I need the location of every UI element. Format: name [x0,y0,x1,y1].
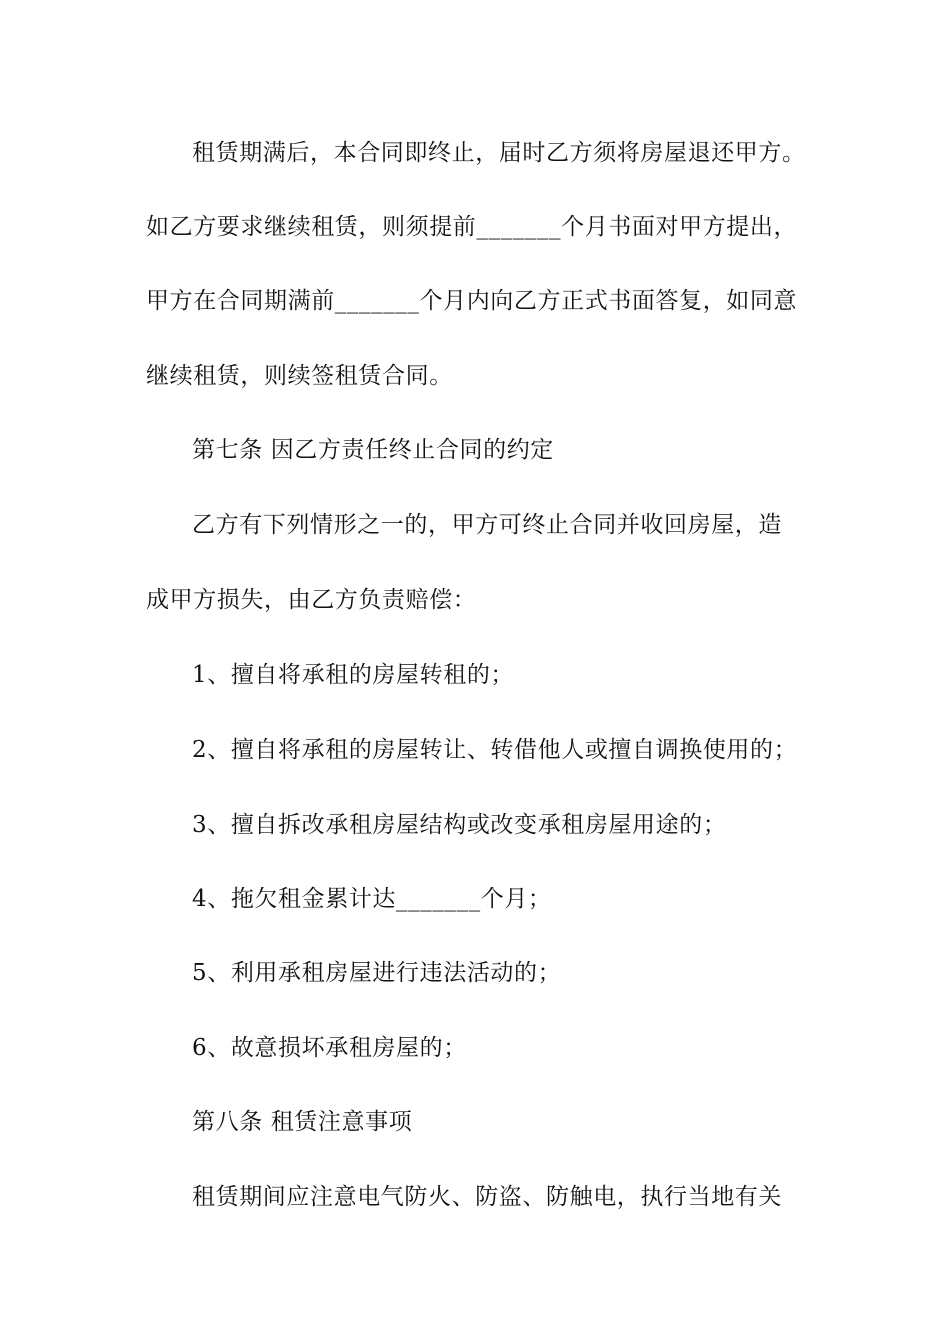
section-heading: 第七条 因乙方责任终止合同的约定 [192,437,554,463]
list-item: 2、擅自将承租的房屋转让、转借他人或擅自调换使用的； [192,737,798,763]
paragraph-line: 甲方在合同期满前_______个月内向乙方正式书面答复，如同意 [146,288,798,314]
list-item: 3、擅自拆改承租房屋结构或改变承租房屋用途的； [192,812,727,838]
section-heading: 第八条 租赁注意事项 [192,1109,413,1135]
list-item: 6、故意损坏承租房屋的； [192,1035,467,1061]
paragraph-line: 租赁期满后，本合同即终止，届时乙方须将房屋退还甲方。 [192,140,806,166]
list-item: 5、利用承租房屋进行违法活动的； [192,960,562,986]
list-item: 4、拖欠租金累计达_______个月； [192,886,552,912]
paragraph-line: 成甲方损失，由乙方负责赔偿： [146,587,477,613]
paragraph-line: 租赁期间应注意电气防火、防盗、防触电，执行当地有关 [192,1184,782,1210]
paragraph-line: 乙方有下列情形之一的，甲方可终止合同并收回房屋，造 [192,512,782,538]
paragraph-line: 如乙方要求继续租赁，则须提前_______个月书面对甲方提出， [146,214,798,240]
list-item: 1、擅自将承租的房屋转租的； [192,662,515,688]
paragraph-line: 继续租赁，则续签租赁合同。 [146,363,453,389]
